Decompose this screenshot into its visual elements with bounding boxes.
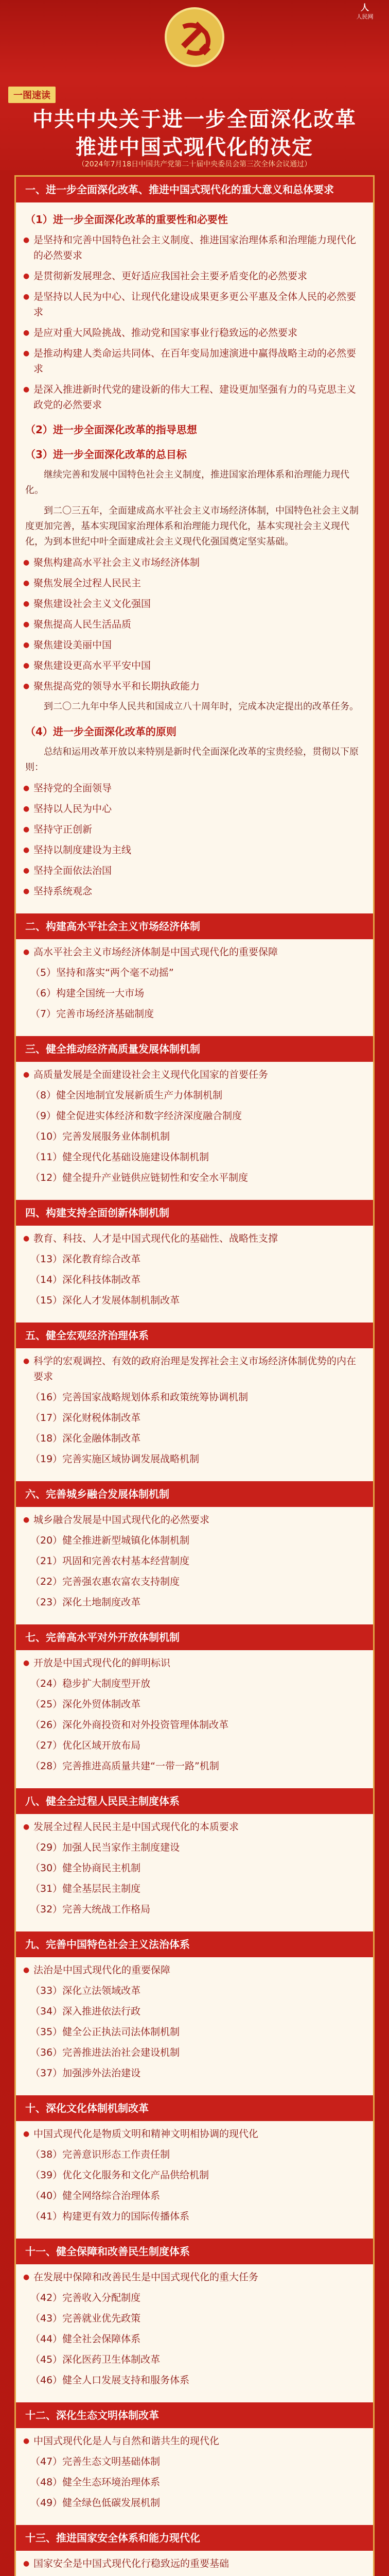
- paragraph: 继续完善和发展中国特色社会主义制度，推进国家治理体系和治理能力现代化。: [25, 469, 349, 496]
- content-panel: [14, 175, 375, 2576]
- numbered-item: （33）深化立法领域改革: [30, 1985, 141, 1996]
- header-banner: [0, 0, 389, 170]
- bullet-item: ● 高质量发展是全面建设社会主义现代化国家的首要任务: [33, 1067, 364, 1082]
- logo-mark-icon: 人: [360, 3, 369, 12]
- numbered-item: （32）完善大统战工作格局: [30, 1904, 151, 1915]
- numbered-item: （6）构建全国统一大市场: [30, 988, 145, 999]
- numbered-item: （21）巩固和完善农村基本经营制度: [30, 1555, 190, 1567]
- numbered-item: （27）优化区域开放布局: [30, 1740, 141, 1751]
- numbered-item: （17）深化财税体制改革: [30, 1412, 141, 1423]
- bullet-item: ● 坚持党的全面领导: [33, 781, 364, 796]
- bullet-item: ● 发展全过程人民民主是中国式现代化的本质要求: [33, 1819, 364, 1835]
- section-title: 十二、深化生态文明体制改革: [16, 2402, 373, 2428]
- section-block: [16, 2095, 373, 2224]
- brand-logo: [346, 3, 384, 24]
- bullet-item: ● 聚焦建设社会主义文化强国: [33, 596, 364, 612]
- section-block: [16, 1036, 373, 1185]
- bullet-item: ● 是应对重大风险挑战、推动党和国家事业行稳致远的必然要求: [33, 325, 364, 341]
- section-title: 六、完善城乡融合发展体制机制: [16, 1481, 373, 1507]
- numbered-item: （12）健全提升产业链供应链韧性和安全水平制度: [30, 1172, 249, 1183]
- bullet-item: ● 聚焦建设更高水平平安中国: [33, 658, 364, 673]
- numbered-item: （24）稳步扩大制度型开放: [30, 1678, 151, 1689]
- bullet-item: ● 教育、科技、人才是中国式现代化的基础性、战略性支撑: [33, 1231, 364, 1246]
- numbered-item: （39）优化文化服务和文化产品供给机制: [30, 2170, 209, 2181]
- numbered-item: （23）深化土地制度改革: [30, 1597, 141, 1608]
- bullet-item: ● 聚焦构建高水平社会主义市场经济体制: [33, 555, 364, 570]
- numbered-item: （5）坚持和落实“两个毫不动摇”: [30, 967, 174, 978]
- numbered-item: （10）完善发展服务业体制机制: [30, 1131, 170, 1142]
- numbered-item: （8）健全因地制宜发展新质生产力体制机制: [30, 1090, 223, 1101]
- bullet-item: ● 城乡融合发展是中国式现代化的必然要求: [33, 1512, 364, 1528]
- numbered-item: （13）深化教育综合改革: [30, 1253, 141, 1265]
- section-title: 一、进一步全面深化改革、推进中国式现代化的重大意义和总体要求: [16, 177, 373, 202]
- party-emblem-icon: [164, 6, 225, 68]
- bullet-item: ● 坚持守正创新: [33, 822, 364, 837]
- numbered-item: （19）完善实施区域协调发展战略机制: [30, 1453, 200, 1465]
- section-title: 十、深化文化体制机制改革: [16, 2095, 373, 2121]
- page-title-line1: 中共中央关于进一步全面深化改革: [32, 108, 357, 131]
- bullet-item: ● 聚焦建设美丽中国: [33, 637, 364, 653]
- bullet-item: ● 科学的宏观调控、有效的政府治理是发挥社会主义市场经济体制优势的内在要求: [33, 1353, 364, 1384]
- numbered-item: （44）健全社会保障体系: [30, 2333, 141, 2345]
- numbered-item: （41）构建更有效力的国际传播体系: [30, 2211, 190, 2222]
- numbered-item: （43）完善就业优先政策: [30, 2313, 141, 2324]
- bullet-item: ● 高水平社会主义市场经济体制是中国式现代化的重要保障: [33, 944, 364, 960]
- numbered-item: （28）完善推进高质量共建“一带一路”机制: [30, 1760, 219, 1772]
- bullet-item: ● 是坚持以人民为中心、让现代化建设成果更多更公平惠及全体人民的必然要求: [33, 289, 364, 320]
- section-tag: 一图速读: [8, 87, 56, 103]
- subsection-title: （1）进一步全面深化改革的重要性和必要性: [25, 213, 228, 226]
- numbered-item: （26）深化外商投资和对外投资管理体制改革: [30, 1719, 229, 1731]
- section-block: [16, 177, 373, 899]
- numbered-item: （49）健全绿色低碳发展机制: [30, 2497, 161, 2509]
- numbered-item: （20）健全推进新型城镇化体制机制: [30, 1535, 190, 1546]
- numbered-item: （40）健全网络综合治理体系: [30, 2190, 161, 2201]
- bullet-item: ● 聚焦提高党的领导水平和长期执政能力: [33, 679, 364, 694]
- numbered-item: （46）健全人口发展支持和服务体系: [30, 2375, 190, 2386]
- bullet-item: ● 中国式现代化是人与自然和谐共生的现代化: [33, 2433, 364, 2449]
- section-block: [16, 1788, 373, 1917]
- numbered-item: （45）深化医药卫生体制改革: [30, 2354, 161, 2365]
- numbered-item: （16）完善国家战略规划体系和政策统筹协调机制: [30, 1392, 249, 1403]
- bullet-item: ● 是坚持和完善中国特色社会主义制度、推进国家治理体系和治理能力现代化的必然要求: [33, 232, 364, 263]
- numbered-item: （15）深化人才发展体制机制改革: [30, 1295, 180, 1306]
- section-title: 五、健全宏观经济治理体系: [16, 1323, 373, 1348]
- paragraph: 到二〇二九年中华人民共和国成立八十周年时，完成本决定提出的改革任务。: [44, 701, 359, 712]
- bullet-item: ● 是推动构建人类命运共同体、在百年变局加速演进中赢得战略主动的必然要求: [33, 346, 364, 377]
- section-block: [16, 1481, 373, 1610]
- bullet-item: ● 坚持以人民为中心: [33, 801, 364, 817]
- bullet-item: ● 法治是中国式现代化的重要保障: [33, 1962, 364, 1978]
- numbered-item: （34）深入推进依法行政: [30, 2006, 141, 2017]
- section-title: 十三、推进国家安全体系和能力现代化: [16, 2525, 373, 2551]
- numbered-item: （18）深化金融体制改革: [30, 1433, 141, 1444]
- bullet-item: ● 开放是中国式现代化的鲜明标识: [33, 1655, 364, 1671]
- bullet-item: ● 是贯彻新发展理念、更好适应我国社会主要矛盾变化的必然要求: [33, 268, 364, 284]
- numbered-item: （22）完善强农惠农富农支持制度: [30, 1576, 180, 1587]
- bullet-item: ● 聚焦提高人民生活品质: [33, 617, 364, 632]
- section-title: 四、构建支持全面创新体制机制: [16, 1200, 373, 1226]
- page-title-line2: 推进中国式现代化的决定: [76, 135, 313, 159]
- numbered-item: （37）加强涉外法治建设: [30, 2067, 141, 2079]
- section-block: [16, 1931, 373, 2081]
- numbered-item: （42）完善收入分配制度: [30, 2292, 141, 2303]
- numbered-item: （48）健全生态环境治理体系: [30, 2477, 161, 2488]
- bullet-item: ● 坚持全面依法治国: [33, 863, 364, 878]
- subsection-title: （2）进一步全面深化改革的指导思想: [25, 423, 197, 436]
- paragraph: 总结和运用改革开放以来特别是新时代全面深化改革的宝贵经验，贯彻以下原则：: [25, 747, 359, 773]
- numbered-item: （11）健全现代化基础设施建设体制机制: [30, 1151, 209, 1163]
- section-block: [16, 913, 373, 1022]
- bullet-item: ● 是深入推进新时代党的建设新的伟大工程、建设更加坚强有力的马克思主义政党的必然要求: [33, 382, 364, 413]
- numbered-item: （36）完善推进法治社会建设机制: [30, 2047, 180, 2058]
- section-title: 七、完善高水平对外开放体制机制: [16, 1624, 373, 1650]
- page-subtitle: （2024年7月18日中国共产党第二十届中央委员会第三次全体会议通过）: [77, 160, 312, 168]
- bullet-item: ● 国家安全是中国式现代化行稳致远的重要基础: [33, 2556, 364, 2571]
- bullet-item: ● 坚持系统观念: [33, 884, 364, 899]
- subsection-title: （3）进一步全面深化改革的总目标: [25, 448, 187, 461]
- section-block: [16, 2402, 373, 2511]
- numbered-item: （47）完善生态文明基础体制: [30, 2456, 161, 2467]
- numbered-item: （7）完善市场经济基础制度: [30, 1008, 154, 1020]
- numbered-item: （9）健全促进实体经济和数字经济深度融合制度: [30, 1110, 242, 1122]
- section-block: [16, 1624, 373, 1774]
- numbered-item: （38）完善意识形态工作责任制: [30, 2149, 170, 2160]
- numbered-item: （25）深化外贸体制改革: [30, 1699, 141, 1710]
- bullet-item: ● 中国式现代化是物质文明和精神文明相协调的现代化: [33, 2126, 364, 2142]
- section-title: 二、构建高水平社会主义市场经济体制: [16, 913, 373, 939]
- numbered-item: （30）健全协商民主机制: [30, 1862, 141, 1874]
- numbered-item: （29）加强人民当家作主制度建设: [30, 1842, 180, 1853]
- numbered-item: （31）健全基层民主制度: [30, 1883, 141, 1894]
- numbered-item: （14）深化科技体制改革: [30, 1274, 141, 1285]
- section-block: [16, 1323, 373, 1467]
- bullet-item: ● 聚焦发展全过程人民民主: [33, 575, 364, 591]
- section-block: [16, 2239, 373, 2388]
- bullet-item: ● 在发展中保障和改善民生是中国式现代化的重大任务: [33, 2269, 364, 2285]
- section-title: 八、健全全过程人民民主制度体系: [16, 1788, 373, 1814]
- section-block: [16, 1200, 373, 1308]
- section-title: 十一、健全保障和改善民生制度体系: [16, 2239, 373, 2264]
- section-title: 九、完善中国特色社会主义法治体系: [16, 1931, 373, 1957]
- numbered-item: （35）健全公正执法司法体制机制: [30, 2026, 180, 2038]
- bullet-item: ● 坚持以制度建设为主线: [33, 842, 364, 858]
- logo-text: 人民网: [356, 13, 374, 20]
- section-block: [16, 2525, 373, 2576]
- subsection-title: （4）进一步全面深化改革的原则: [25, 725, 176, 738]
- section-title: 三、健全推动经济高质量发展体制机制: [16, 1036, 373, 1062]
- paragraph: 到二〇三五年，全面建成高水平社会主义市场经济体制，中国特色社会主义制度更加完善，基本实现国家治理体系和治理能力现代化，基本实现社会主义现代化，为到本世纪中叶全面建成社会主义现代化强国奠定坚实基础。: [25, 505, 359, 547]
